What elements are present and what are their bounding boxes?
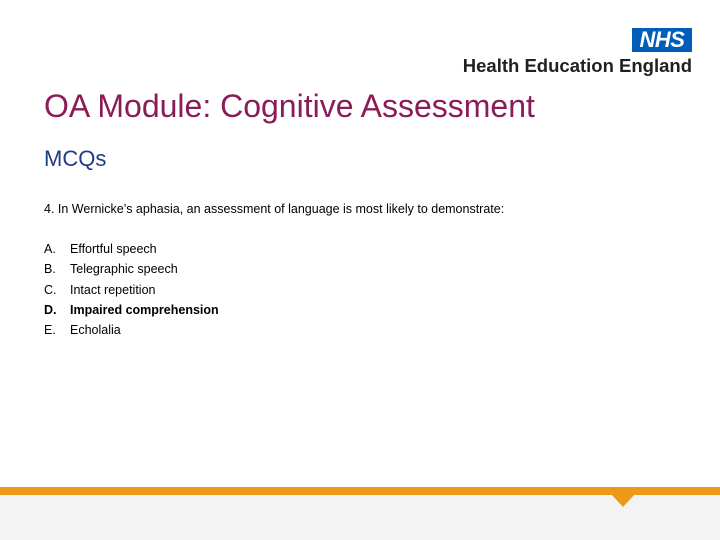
option-e bbox=[44, 320, 219, 340]
question-text: 4. In Wernicke’s aphasia, an assessment of language is most likely to demonstrate: bbox=[44, 202, 505, 216]
option-b bbox=[44, 259, 219, 279]
nhs-logo: NHS bbox=[632, 28, 692, 52]
slide-subtitle: MCQs bbox=[44, 146, 107, 171]
option-letter: C. bbox=[44, 282, 57, 297]
option-text: Effortful speech bbox=[70, 242, 157, 256]
answer-options bbox=[44, 239, 219, 340]
option-letter: D. bbox=[44, 302, 57, 317]
option-text: Impaired comprehension bbox=[70, 302, 219, 317]
option-letter: A. bbox=[44, 242, 56, 256]
option-a bbox=[44, 239, 219, 259]
hee-logo bbox=[432, 28, 692, 76]
organisation-name: Health Education England bbox=[462, 55, 692, 76]
slide-title: OA Module: Cognitive Assessment bbox=[44, 88, 535, 124]
option-letter: B. bbox=[44, 262, 56, 277]
option-d bbox=[44, 300, 219, 320]
option-text: Intact repetition bbox=[70, 282, 156, 297]
option-text: Telegraphic speech bbox=[70, 262, 178, 277]
footer-notch bbox=[611, 494, 635, 507]
option-text: Echolalia bbox=[70, 323, 121, 338]
option-letter: E. bbox=[44, 323, 56, 338]
option-c bbox=[44, 280, 219, 300]
